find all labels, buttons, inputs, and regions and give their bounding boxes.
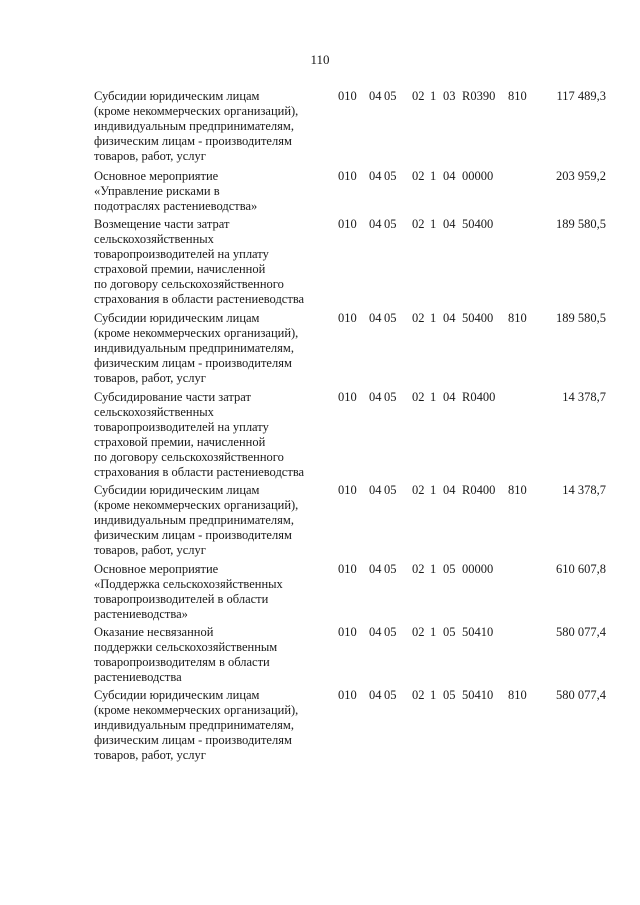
subsection-code: 05 <box>384 625 397 639</box>
target-event-code: 04 <box>443 311 456 325</box>
amount: 117 489,3 <box>556 89 606 103</box>
row-name: Основное мероприятие «Управление рисками в подотраслях растениеводства» <box>94 169 258 213</box>
amount: 14 378,7 <box>562 483 606 497</box>
target-event-code: 04 <box>443 483 456 497</box>
target-subprogram-code: 1 <box>430 89 437 103</box>
ministry-code: 010 <box>338 390 357 404</box>
subsection-code: 05 <box>384 390 397 404</box>
target-subprogram-code: 1 <box>430 688 437 702</box>
target-program-code: 02 <box>412 169 425 183</box>
amount: 189 580,5 <box>556 311 606 325</box>
target-program-code: 02 <box>412 483 425 497</box>
target-direction-code: 50400 <box>462 217 494 231</box>
page-number: 110 <box>310 52 330 67</box>
row-name: Субсидирование части затрат сельскохозяйственных товаропроизводителей на уплату страховой премии, начисленной по договору сельскохозяйственного страхования в области растениеводства <box>94 390 305 479</box>
target-subprogram-code: 1 <box>430 311 437 325</box>
target-event-code: 05 <box>443 625 456 639</box>
target-direction-code: 50400 <box>462 311 494 325</box>
target-program-code: 02 <box>412 562 425 576</box>
section-code: 04 <box>369 562 382 576</box>
row-name: Возмещение части затрат сельскохозяйственных товаропроизводителей на уплату страховой премии, начисленной по договору сельскохозяйственного страхования в области растениеводства <box>94 217 305 306</box>
row-name: Субсидии юридическим лицам (кроме некоммерческих организаций), индивидуальным предпринимателям, физическим лицам - производителям товаров, работ, услуг <box>94 483 299 557</box>
section-code: 04 <box>369 483 382 497</box>
target-subprogram-code: 1 <box>430 169 437 183</box>
expense-type-code: 810 <box>508 688 527 702</box>
target-event-code: 04 <box>443 169 456 183</box>
subsection-code: 05 <box>384 562 397 576</box>
subsection-code: 05 <box>384 311 397 325</box>
row-name: Оказание несвязанной поддержки сельскохозяйственным товаропроизводителям в области растениеводства <box>94 625 278 684</box>
subsection-code: 05 <box>384 169 397 183</box>
target-direction-code: 00000 <box>462 169 494 183</box>
ministry-code: 010 <box>338 562 357 576</box>
expense-type-code: 810 <box>508 311 527 325</box>
amount: 580 077,4 <box>556 625 606 639</box>
subsection-code: 05 <box>384 217 397 231</box>
section-code: 04 <box>369 311 382 325</box>
section-code: 04 <box>369 625 382 639</box>
ministry-code: 010 <box>338 688 357 702</box>
section-code: 04 <box>369 390 382 404</box>
target-direction-code: 50410 <box>462 625 494 639</box>
ministry-code: 010 <box>338 89 357 103</box>
amount: 189 580,5 <box>556 217 606 231</box>
target-subprogram-code: 1 <box>430 217 437 231</box>
amount: 610 607,8 <box>556 562 606 576</box>
section-code: 04 <box>369 688 382 702</box>
amount: 580 077,4 <box>556 688 606 702</box>
subsection-code: 05 <box>384 89 397 103</box>
target-program-code: 02 <box>412 390 425 404</box>
row-name: Основное мероприятие «Поддержка сельскохозяйственных товаропроизводителей в области растениеводства» <box>94 562 283 621</box>
target-subprogram-code: 1 <box>430 390 437 404</box>
row-name: Субсидии юридическим лицам (кроме некоммерческих организаций), индивидуальным предпринимателям, физическим лицам - производителям товаров, работ, услуг <box>94 89 299 163</box>
expense-type-code: 810 <box>508 89 527 103</box>
ministry-code: 010 <box>338 169 357 183</box>
ministry-code: 010 <box>338 483 357 497</box>
target-subprogram-code: 1 <box>430 562 437 576</box>
target-program-code: 02 <box>412 311 425 325</box>
subsection-code: 05 <box>384 483 397 497</box>
ministry-code: 010 <box>338 311 357 325</box>
amount: 203 959,2 <box>556 169 606 183</box>
target-direction-code: R0400 <box>462 390 496 404</box>
target-event-code: 03 <box>443 89 456 103</box>
ministry-code: 010 <box>338 217 357 231</box>
target-subprogram-code: 1 <box>430 483 437 497</box>
target-program-code: 02 <box>412 89 425 103</box>
target-event-code: 05 <box>443 688 456 702</box>
target-event-code: 04 <box>443 390 456 404</box>
row-name: Субсидии юридическим лицам (кроме некоммерческих организаций), индивидуальным предпринимателям, физическим лицам - производителям товаров, работ, услуг <box>94 688 299 762</box>
target-program-code: 02 <box>412 688 425 702</box>
target-event-code: 04 <box>443 217 456 231</box>
expense-type-code: 810 <box>508 483 527 497</box>
section-code: 04 <box>369 89 382 103</box>
target-subprogram-code: 1 <box>430 625 437 639</box>
target-direction-code: R0400 <box>462 483 496 497</box>
target-program-code: 02 <box>412 625 425 639</box>
row-name: Субсидии юридическим лицам (кроме некоммерческих организаций), индивидуальным предпринимателям, физическим лицам - производителям товаров, работ, услуг <box>94 311 299 385</box>
section-code: 04 <box>369 169 382 183</box>
amount: 14 378,7 <box>562 390 606 404</box>
target-program-code: 02 <box>412 217 425 231</box>
section-code: 04 <box>369 217 382 231</box>
target-direction-code: 50410 <box>462 688 494 702</box>
target-event-code: 05 <box>443 562 456 576</box>
ministry-code: 010 <box>338 625 357 639</box>
target-direction-code: R0390 <box>462 89 496 103</box>
target-direction-code: 00000 <box>462 562 494 576</box>
subsection-code: 05 <box>384 688 397 702</box>
